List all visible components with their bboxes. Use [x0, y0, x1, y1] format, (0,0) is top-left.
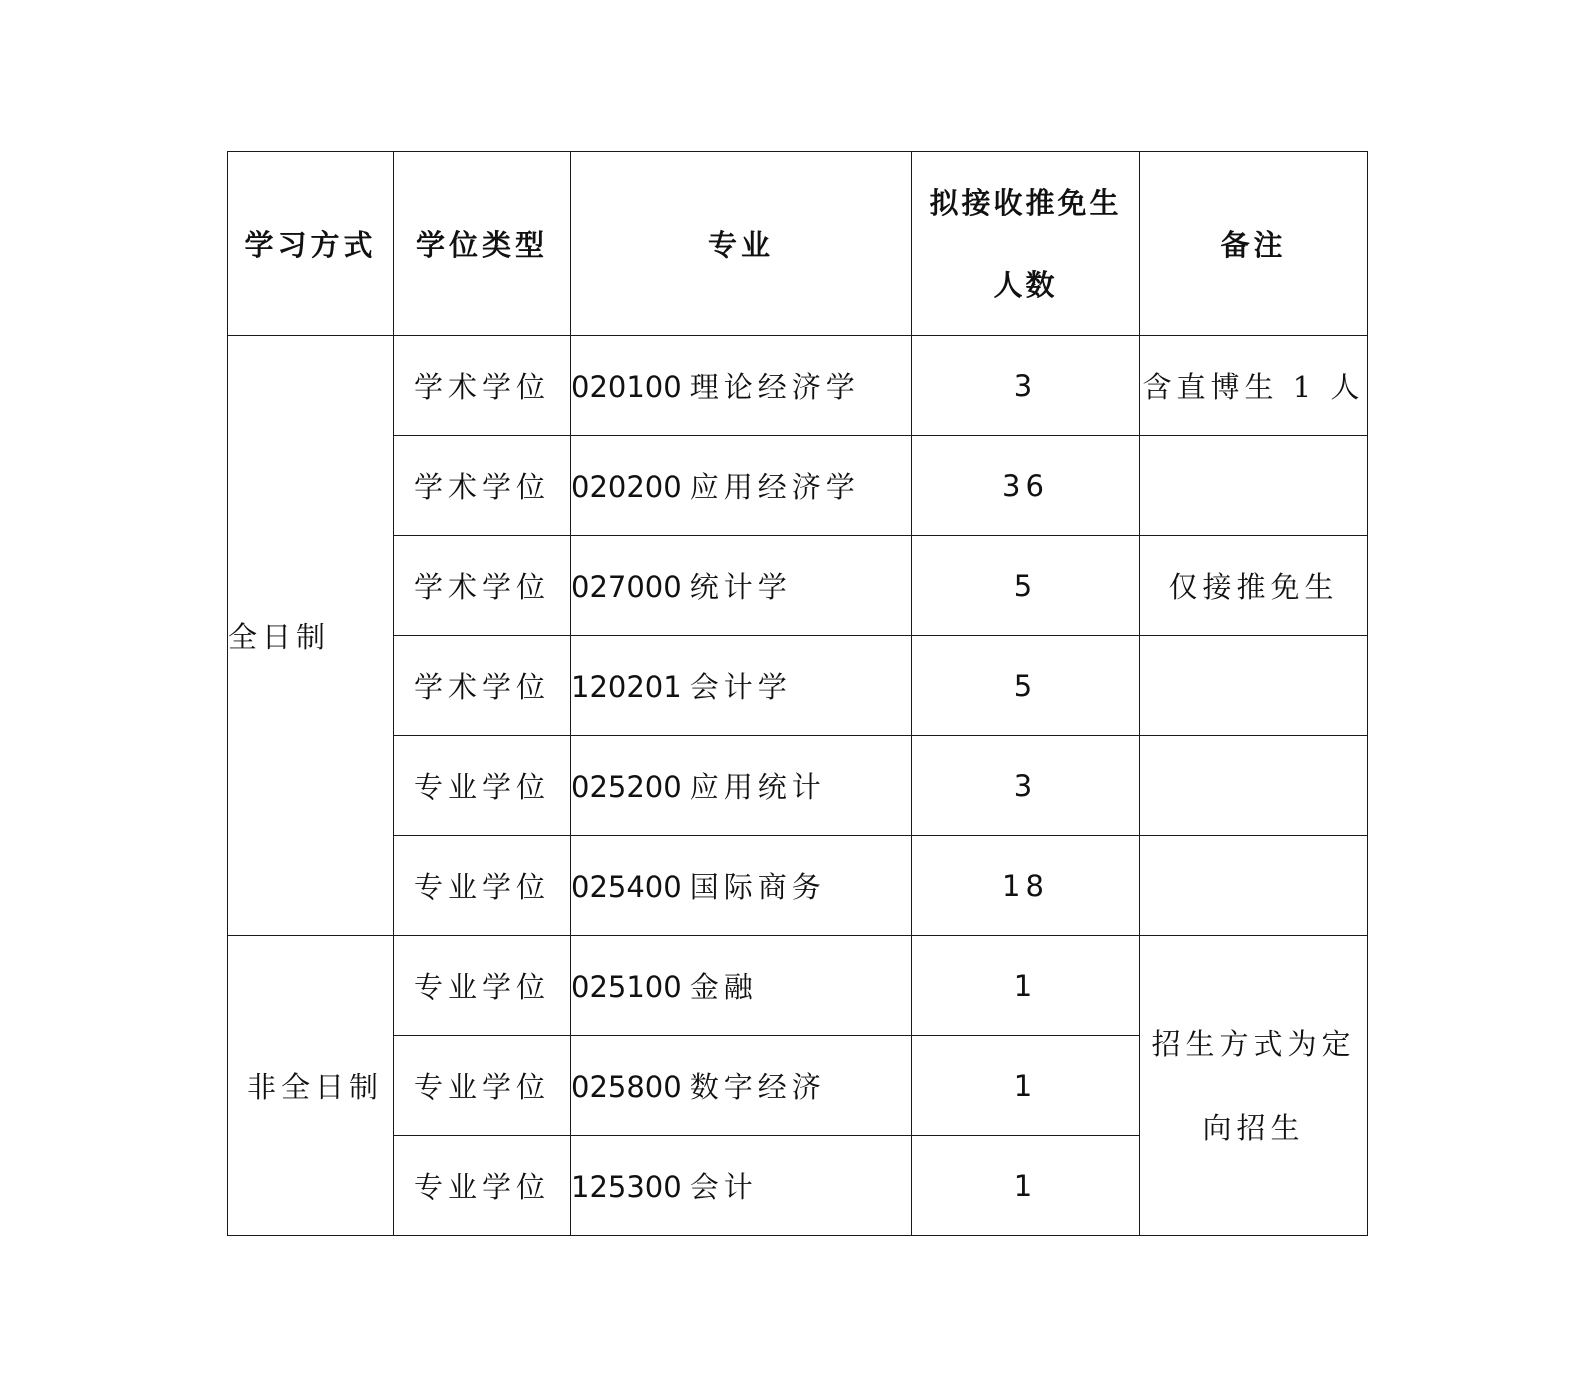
- note-line2: 向招生: [1202, 1110, 1305, 1145]
- note-cell: [1140, 736, 1368, 836]
- count-cell: 1: [912, 1136, 1140, 1236]
- major-code: 025100: [571, 970, 682, 1004]
- major-code: 025800: [571, 1070, 682, 1104]
- count-cell: 3: [912, 736, 1140, 836]
- count-cell: 5: [912, 636, 1140, 736]
- note-cell: 含直博生 1 人: [1140, 336, 1368, 436]
- major-code: 027000: [571, 570, 682, 604]
- major-cell: [571, 636, 912, 736]
- table-row: [228, 536, 1368, 636]
- major-code: 025400: [571, 870, 682, 904]
- degree-type-cell: 学术学位: [394, 636, 571, 736]
- admissions-table: [227, 151, 1368, 1236]
- table-row: [228, 636, 1368, 736]
- table-row: [228, 936, 1368, 1036]
- degree-type-cell: 专业学位: [394, 836, 571, 936]
- header-count: [912, 152, 1140, 336]
- major-cell: [571, 1036, 912, 1136]
- degree-type-cell: 专业学位: [394, 936, 571, 1036]
- mode-cell-fulltime: 全日制: [228, 336, 394, 936]
- count-cell: 1: [912, 1036, 1140, 1136]
- count-cell: 36: [912, 436, 1140, 536]
- major-name: 国际商务: [689, 870, 826, 904]
- major-cell: [571, 936, 912, 1036]
- major-code: 020100: [571, 370, 682, 404]
- note-cell: [1140, 436, 1368, 536]
- major-cell: [571, 836, 912, 936]
- major-cell: [571, 536, 912, 636]
- major-cell: [571, 336, 912, 436]
- major-name: 数字经济: [689, 1070, 826, 1104]
- major-cell: [571, 436, 912, 536]
- header-degree-type: 学位类型: [394, 152, 571, 336]
- table-row: [228, 436, 1368, 536]
- major-code: 120201: [571, 670, 682, 704]
- degree-type-cell: 学术学位: [394, 336, 571, 436]
- major-code: 025200: [571, 770, 682, 804]
- count-cell: 3: [912, 336, 1140, 436]
- table-row: [228, 336, 1368, 436]
- header-major: 专业: [571, 152, 912, 336]
- major-code: 020200: [571, 470, 682, 504]
- note-cell: 仅接推免生: [1140, 536, 1368, 636]
- count-cell: 1: [912, 936, 1140, 1036]
- header-note: 备注: [1140, 152, 1368, 336]
- mode-cell-parttime: 非全日制: [228, 936, 394, 1236]
- major-code: 125300: [571, 1170, 682, 1204]
- header-mode: 学习方式: [228, 152, 394, 336]
- major-name: 会计: [689, 1170, 758, 1204]
- header-count-line2: 人数: [993, 267, 1058, 302]
- note-line1: 招生方式为定: [1151, 1026, 1356, 1061]
- table-row: [228, 836, 1368, 936]
- major-name: 金融: [689, 970, 758, 1004]
- note-cell: [1140, 836, 1368, 936]
- major-name: 应用统计: [689, 770, 826, 804]
- degree-type-cell: 学术学位: [394, 536, 571, 636]
- degree-type-cell: 学术学位: [394, 436, 571, 536]
- degree-type-cell: 专业学位: [394, 736, 571, 836]
- major-cell: [571, 736, 912, 836]
- major-cell: [571, 1136, 912, 1236]
- count-cell: 5: [912, 536, 1140, 636]
- major-name: 统计学: [689, 570, 792, 604]
- note-cell: [1140, 636, 1368, 736]
- degree-type-cell: 专业学位: [394, 1036, 571, 1136]
- major-name: 理论经济学: [689, 370, 860, 404]
- degree-type-cell: 专业学位: [394, 1136, 571, 1236]
- table-row: [228, 736, 1368, 836]
- count-cell: 18: [912, 836, 1140, 936]
- major-name: 应用经济学: [689, 470, 860, 504]
- major-name: 会计学: [689, 670, 792, 704]
- note-cell-parttime: [1140, 936, 1368, 1236]
- header-row: [228, 152, 1368, 336]
- header-count-line1: 拟接收推免生: [929, 185, 1122, 220]
